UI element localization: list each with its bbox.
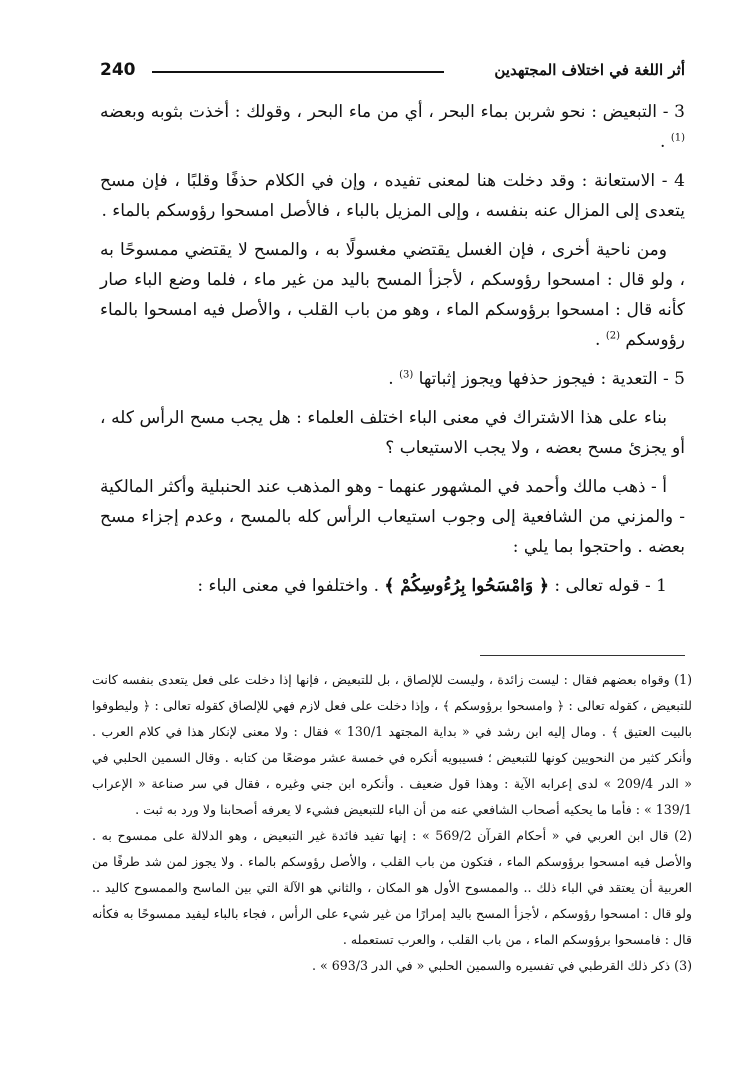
paragraph-transitive xyxy=(100,364,685,394)
paragraph-instrumental xyxy=(100,166,685,226)
paragraph-text: 4 - الاستعانة : وقد دخلت هنا لمعنى تفيده ، وإن في الكلام حذفًا وقلبًا ، فإن مسح يتعدى إلى المزال عنه بنفسه ، وإلى المزيل بالباء ، فالأصل امسحوا رؤوسكم بالماء . xyxy=(100,171,685,221)
paragraph-tail: . xyxy=(660,132,671,152)
paragraph-tail: . xyxy=(388,369,400,389)
footnote-2: (2) قال ابن العربي في « أحكام القرآن 569/2 » : إنها تفيد فائدة غير التبعيض ، وهو الدلالة على ممسوح به . والأصل فيه امسحوا برؤوسكم الماء ، فتكون من باب القلب ، والأصل رؤوسكم بالماء . ولا يجوز لمن شد طرفًا من العربية أن يعتقد في الباء ذلك .. والممسوح الأول هو المكان ، والثاني هو الآلة التي بين الماسح والممسوح كاليد .. ولو قال : امسحوا رؤوسكم ، لأجزأ المسح باليد إمرارًا من غير شيء على الرأس ، فجاء بالباء ليفيد ممسوحًا به فكأنه قال : فامسحوا برؤوسكم الماء ، من باب القلب ، والعرب تستعمله . xyxy=(92,828,692,947)
paragraph-evidence xyxy=(100,571,685,601)
footnote-3: (3) ذكر ذلك القرطبي في تفسيره والسمين الحلبي « في الدر 693/3 » . xyxy=(312,958,692,973)
page-number: 240 xyxy=(100,60,136,80)
paragraph-tail: . xyxy=(595,330,606,350)
paragraph-first-opinion xyxy=(100,472,685,562)
header-rule xyxy=(152,71,444,73)
paragraph-text: بناء على هذا الاشتراك في معنى الباء اختلف العلماء : هل يجب مسح الرأس كله ، أو يجزئ مسح بعضه ، ولا يجب الاستيعاب ؟ xyxy=(100,408,685,458)
footnote-separator xyxy=(480,655,685,656)
paragraph-text: ومن ناحية أخرى ، فإن الغسل يقتضي مغسولًا به ، والمسح لا يقتضي ممسوحًا به ، ولو قال : امسحوا رؤوسكم ، لأجزأ المسح باليد من غير ماء ، فلما وضع الباء صار كأنه قال : امسحوا برؤوسكم الماء ، وهو من باب القلب ، والأصل فيه امسحوا بالماء رؤوسكم xyxy=(100,240,685,350)
paragraph-text: 3 - التبعيض : نحو شربن بماء البحر ، أي من ماء البحر ، وقولك : أخذت بثوبه وبعضه xyxy=(100,102,685,122)
paragraph-scholars-dispute xyxy=(100,403,685,463)
footnotes xyxy=(92,667,692,979)
footnote-ref: (1) xyxy=(670,132,685,144)
paragraph-partitive xyxy=(100,97,685,157)
footnote-1: (1) وقواه بعضهم فقال : ليست زائدة ، وليست للإلصاق ، بل للتبعيض ، فإنها إذا دخلت على فعل يتعدى بنفسه كانت للتبعيض ، كقوله تعالى : ﴿ وامسحوا برؤوسكم ﴾ ، وإذا دخلت على فعل لازم فهي للإلصاق كقوله تعالى : ﴿ وليطوفوا بالبيت العتيق ﴾ . ومال إليه ابن رشد في « بداية المجتهد 130/1 » فقال : ولا معنى لإنكار هذا في كلام العرب . وأنكر كثير من النحويين كونها للتبعيض ؛ فسيبويه أنكره في خمسة عشر موضعًا من كتابه . وقال السمين الحلبي في « الدر 209/4 » لدى إعرابه الآية : وهذا قول ضعيف . وأنكره ابن جني وغيره ، فقال في سر صناعة « الإعراب 139/1 » : فأما ما يحكيه أصحاب الشافعي عنه من أن الباء للتبعيض فشيء لا يعرفه أصحابنا ولا ورد به ثبت . xyxy=(92,672,692,817)
evidence-lead: 1 - قوله تعالى : xyxy=(549,576,667,596)
paragraph-other-aspect xyxy=(100,235,685,355)
footnote-ref: (3) xyxy=(399,369,414,381)
paragraph-text: أ - ذهب مالك وأحمد في المشهور عنهما - وهو المذهب عند الحنبلية وأكثر المالكية - والمزني من الشافعية إلى وجوب استيعاب الرأس كله بالمسح ، وعدم إجزاء مسح بعضه . واحتجوا بما يلي : xyxy=(100,477,685,557)
evidence-after: . واختلفوا في معنى الباء : xyxy=(197,576,385,596)
paragraph-text: 5 - التعدية : فيجوز حذفها ويجوز إثباتها xyxy=(418,369,685,389)
main-text xyxy=(100,97,685,610)
running-title: أثر اللغة في اختلاف المجتهدين xyxy=(494,61,685,79)
page-header xyxy=(100,58,685,84)
quran-verse: ﴿ وَامْسَحُوا بِرُءُوسِكُمْ ﴾ xyxy=(384,576,550,596)
footnote-ref: (2) xyxy=(605,330,621,342)
